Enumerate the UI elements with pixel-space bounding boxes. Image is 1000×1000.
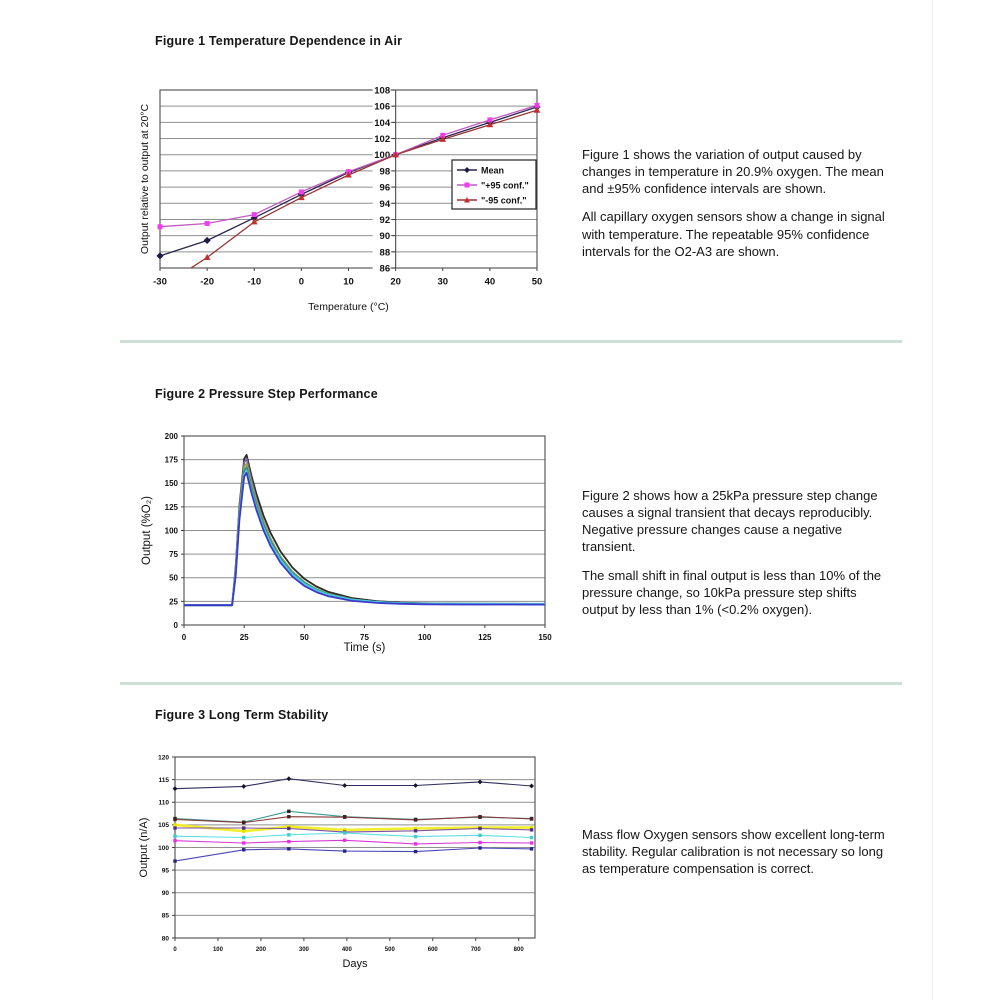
marker-sensor-6 (414, 835, 417, 838)
marker-sensor-8 (287, 847, 290, 850)
series-run-6 (184, 473, 545, 605)
figure1-title: Figure 1 Temperature Dependence in Air (155, 34, 403, 48)
marker-sensor-8 (530, 847, 533, 850)
figure1-caption (582, 146, 890, 271)
marker-sensor-6 (478, 834, 481, 837)
marker-sensor-8 (414, 850, 417, 853)
y-tick-label: 75 (169, 550, 178, 560)
marker-sensor-5 (173, 826, 176, 829)
x-axis-label: Temperature (°C) (308, 301, 389, 313)
marker-sensor-3 (530, 817, 533, 820)
y-tick-label: 90 (379, 231, 391, 243)
y-tick-label: 102 (374, 134, 391, 146)
marker-"+95 conf." (299, 189, 304, 194)
figure1-chart (118, 82, 548, 322)
marker-sensor-3 (478, 815, 481, 818)
marker-sensor-8 (343, 849, 346, 852)
y-tick-label: 85 (161, 912, 169, 920)
marker-sensor-7 (343, 839, 346, 842)
series-sensor-1 (175, 779, 532, 789)
y-axis-label: Output relative to output at 20°C (139, 103, 151, 255)
x-tick-label: 0 (173, 947, 177, 953)
x-tick-label: 700 (470, 947, 481, 953)
x-tick-label: 75 (360, 633, 369, 642)
x-tick-label: 0 (181, 633, 187, 642)
x-tick-label: -10 (247, 276, 262, 288)
x-tick-label: 600 (427, 947, 438, 953)
marker-sensor-7 (287, 840, 290, 843)
figure3-caption-p1: Mass flow Oxygen sensors show excellent long-term stability. Regular calibration is not necessary so long as temperature compensation is correct. (582, 827, 885, 877)
x-tick-label: 10 (343, 276, 354, 288)
y-tick-label: 150 (164, 479, 178, 489)
marker-sensor-3 (173, 818, 176, 821)
y-tick-label: 100 (374, 150, 391, 162)
marker-sensor-2 (287, 810, 290, 813)
x-tick-label: 150 (538, 633, 552, 642)
x-tick-label: 100 (212, 947, 223, 953)
x-tick-label: 50 (531, 276, 543, 288)
marker-sensor-3 (343, 815, 346, 818)
marker-sensor-1 (478, 779, 483, 784)
section-separator (120, 340, 902, 343)
y-tick-label: 105 (158, 822, 169, 830)
y-tick-label: 96 (379, 182, 391, 194)
marker-sensor-7 (414, 842, 417, 845)
y-axis-label: Output (n/A) (138, 817, 150, 878)
y-tick-label: 0 (173, 620, 178, 630)
figure2-caption (582, 487, 890, 629)
legend-label: "+95 conf." (481, 180, 529, 191)
marker-Mean (156, 252, 163, 259)
marker-sensor-8 (478, 846, 481, 849)
y-tick-label: 80 (161, 935, 169, 943)
marker-sensor-5 (478, 827, 481, 830)
y-tick-label: 100 (164, 526, 178, 536)
figure3-caption (582, 826, 890, 888)
x-tick-label: 125 (478, 633, 492, 642)
marker-sensor-6 (242, 836, 245, 839)
x-tick-label: 30 (437, 276, 449, 288)
x-tick-label: 500 (384, 947, 395, 953)
marker-sensor-3 (287, 815, 290, 818)
marker-sensor-7 (173, 839, 176, 842)
y-tick-label: 94 (379, 198, 391, 210)
legend-label: "-95 conf." (481, 195, 527, 206)
y-tick-label: 104 (374, 117, 391, 129)
y-tick-label: 95 (161, 867, 169, 875)
x-tick-label: -30 (153, 276, 167, 288)
y-axis-label: Output (%O₂) (141, 495, 153, 566)
marker-sensor-5 (530, 828, 533, 831)
x-tick-label: 0 (298, 276, 305, 288)
section-separator (120, 682, 902, 685)
x-tick-label: 300 (298, 947, 309, 953)
marker-Mean (204, 237, 211, 244)
marker-sensor-1 (413, 783, 418, 788)
x-tick-label: 20 (390, 276, 401, 288)
x-tick-label: 25 (239, 633, 249, 642)
marker-sensor-7 (242, 841, 245, 844)
y-tick-label: 110 (158, 799, 169, 807)
y-tick-label: 50 (169, 573, 178, 583)
x-axis-label: Time (s) (343, 642, 386, 654)
marker-"+95 conf." (158, 224, 163, 229)
x-tick-label: 100 (417, 633, 432, 642)
y-tick-label: 88 (379, 247, 391, 259)
y-tick-label: 106 (374, 101, 391, 113)
marker-sensor-6 (343, 831, 346, 834)
y-tick-label: 175 (164, 455, 178, 465)
page-edge-line (932, 0, 933, 1000)
series-sensor-7 (175, 840, 532, 844)
x-tick-label: 800 (513, 947, 524, 953)
marker-"-95 conf." (204, 254, 211, 260)
marker-sensor-3 (414, 818, 417, 821)
figure2-chart (118, 420, 563, 662)
marker-sensor-5 (287, 827, 290, 830)
marker-sensor-6 (530, 836, 533, 839)
x-tick-label: -20 (200, 276, 214, 288)
series-sensor-8 (175, 848, 532, 861)
marker-sensor-5 (414, 829, 417, 832)
figure2-caption-p1: Figure 2 shows how a 25kPa pressure step change causes a signal transient that decays reproducibly. Negative pressure changes cause a negative transient. (582, 488, 878, 555)
y-tick-label: 90 (161, 890, 169, 898)
y-tick-label: 25 (169, 597, 178, 607)
figure1-caption-p2: All capillary oxygen sensors show a change in signal with temperature. The repeatable 95% confidence intervals for the O2-A3 are shown. (582, 209, 885, 259)
marker-"+95 conf." (205, 221, 210, 226)
y-tick-label: 125 (164, 502, 178, 512)
y-tick-label: 100 (158, 844, 169, 852)
figure2-caption-p2: The small shift in final output is less than 10% of the pressure change, so 10kPa pressure step shifts output by less than 1% (<0.2% oxygen). (582, 567, 882, 617)
legend-label: Mean (481, 165, 505, 176)
marker-sensor-5 (242, 826, 245, 829)
marker-sensor-1 (286, 776, 291, 781)
marker-sensor-1 (529, 784, 534, 789)
y-tick-label: 120 (158, 754, 169, 762)
figure1-caption-p1: Figure 1 shows the variation of output caused by changes in temperature in 20.9% oxygen. The mean and ±95% confidence intervals are shown. (582, 147, 884, 197)
figure3-chart (118, 745, 563, 983)
x-tick-label: 200 (255, 947, 266, 953)
x-axis-label: Days (342, 958, 368, 970)
marker-"+95 conf." (252, 212, 257, 217)
x-tick-label: 40 (484, 276, 496, 288)
series-lines (175, 779, 532, 861)
marker-sensor-1 (342, 783, 347, 788)
y-tick-label: 115 (158, 776, 169, 784)
x-tick-label: 50 (299, 633, 309, 642)
y-tick-label: 108 (374, 85, 391, 97)
marker-sensor-7 (530, 841, 533, 844)
marker-sensor-8 (173, 859, 176, 862)
x-tick-label: 400 (341, 947, 352, 953)
figure2-title: Figure 2 Pressure Step Performance (155, 387, 378, 401)
marker-sensor-3 (242, 821, 245, 824)
marker-sensor-6 (173, 834, 176, 837)
figure3-title: Figure 3 Long Term Stability (155, 708, 329, 722)
marker-sensor-7 (478, 841, 481, 844)
marker-sensor-8 (242, 848, 245, 851)
y-tick-label: 98 (379, 166, 391, 178)
y-tick-label: 86 (379, 263, 391, 275)
marker-sensor-1 (241, 784, 246, 789)
y-tick-label: 200 (164, 431, 178, 441)
marker-sensor-4 (242, 830, 245, 833)
marker-sensor-4 (173, 823, 176, 826)
marker-sensor-6 (287, 833, 290, 836)
y-tick-label: 92 (379, 214, 391, 226)
series-sensor-6 (175, 833, 532, 838)
marker-sensor-1 (173, 786, 178, 791)
